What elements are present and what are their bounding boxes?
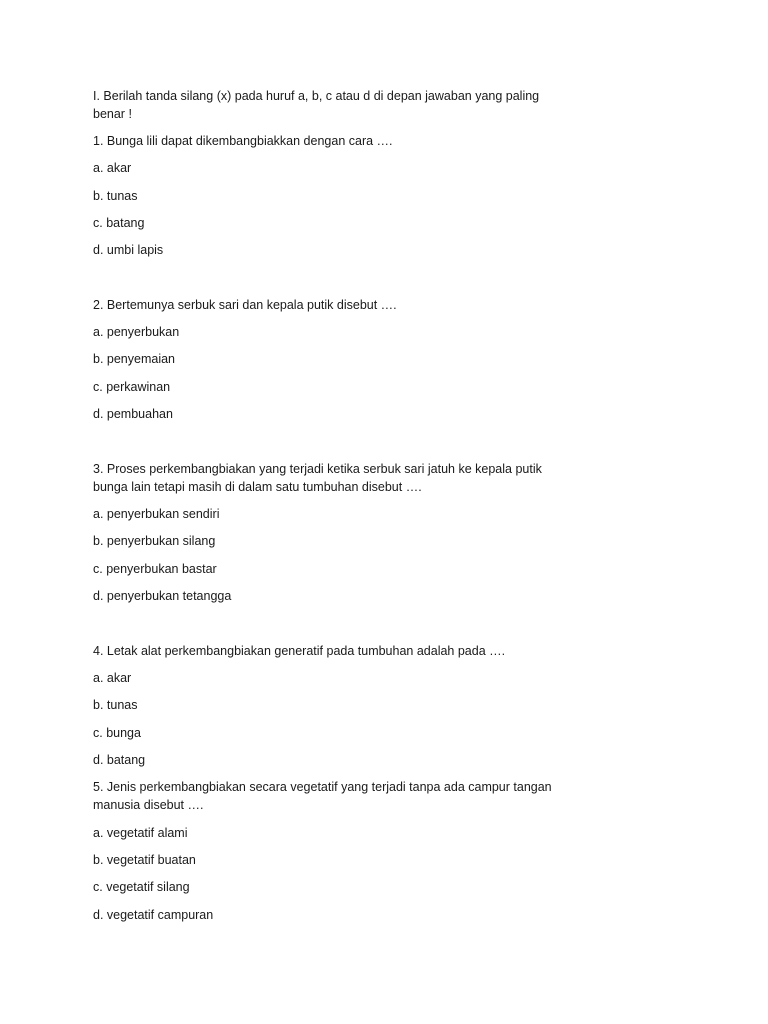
question-3-option-c: c. penyerbukan bastar <box>93 562 217 576</box>
instruction-line-2: benar ! <box>93 107 132 121</box>
question-5-option-d: d. vegetatif campuran <box>93 908 214 922</box>
question-5-option-c: c. vegetatif silang <box>93 880 190 894</box>
question-1-option-c: c. batang <box>93 216 145 230</box>
question-1-text: 1. Bunga lili dapat dikembangbiakkan dengan cara …. <box>93 134 393 148</box>
question-2-option-d: d. pembuahan <box>93 407 173 421</box>
question-1-option-d: d. umbi lapis <box>93 243 164 257</box>
question-3-option-b: b. penyerbukan silang <box>93 534 216 548</box>
question-3-option-d: d. penyerbukan tetangga <box>93 589 232 603</box>
question-4-option-b: b. tunas <box>93 698 138 712</box>
question-5-text-line-2: manusia disebut …. <box>93 798 204 812</box>
question-2-option-a: a. penyerbukan <box>93 325 180 339</box>
question-5-option-a: a. vegetatif alami <box>93 826 188 840</box>
question-3-text-line-1: 3. Proses perkembangbiakan yang terjadi ketika serbuk sari jatuh ke kepala putik <box>93 462 542 476</box>
question-4-option-c: c. bunga <box>93 726 141 740</box>
question-3-text-line-2: bunga lain tetapi masih di dalam satu tumbuhan disebut …. <box>93 480 422 494</box>
question-2-option-c: c. perkawinan <box>93 380 171 394</box>
question-3-option-a: a. penyerbukan sendiri <box>93 507 220 521</box>
question-4-option-d: d. batang <box>93 753 146 767</box>
question-5-option-b: b. vegetatif buatan <box>93 853 196 867</box>
question-1-option-a: a. akar <box>93 161 132 175</box>
question-4-option-a: a. akar <box>93 671 132 685</box>
question-2-text: 2. Bertemunya serbuk sari dan kepala putik disebut …. <box>93 298 397 312</box>
instruction-line-1: I. Berilah tanda silang (x) pada huruf a, b, c atau d di depan jawaban yang paling <box>93 89 540 103</box>
question-4-text: 4. Letak alat perkembangbiakan generatif pada tumbuhan adalah pada …. <box>93 644 506 658</box>
question-1-option-b: b. tunas <box>93 189 138 203</box>
question-5-text-line-1: 5. Jenis perkembangbiakan secara vegetatif yang terjadi tanpa ada campur tangan <box>93 780 552 794</box>
question-2-option-b: b. penyemaian <box>93 352 176 366</box>
